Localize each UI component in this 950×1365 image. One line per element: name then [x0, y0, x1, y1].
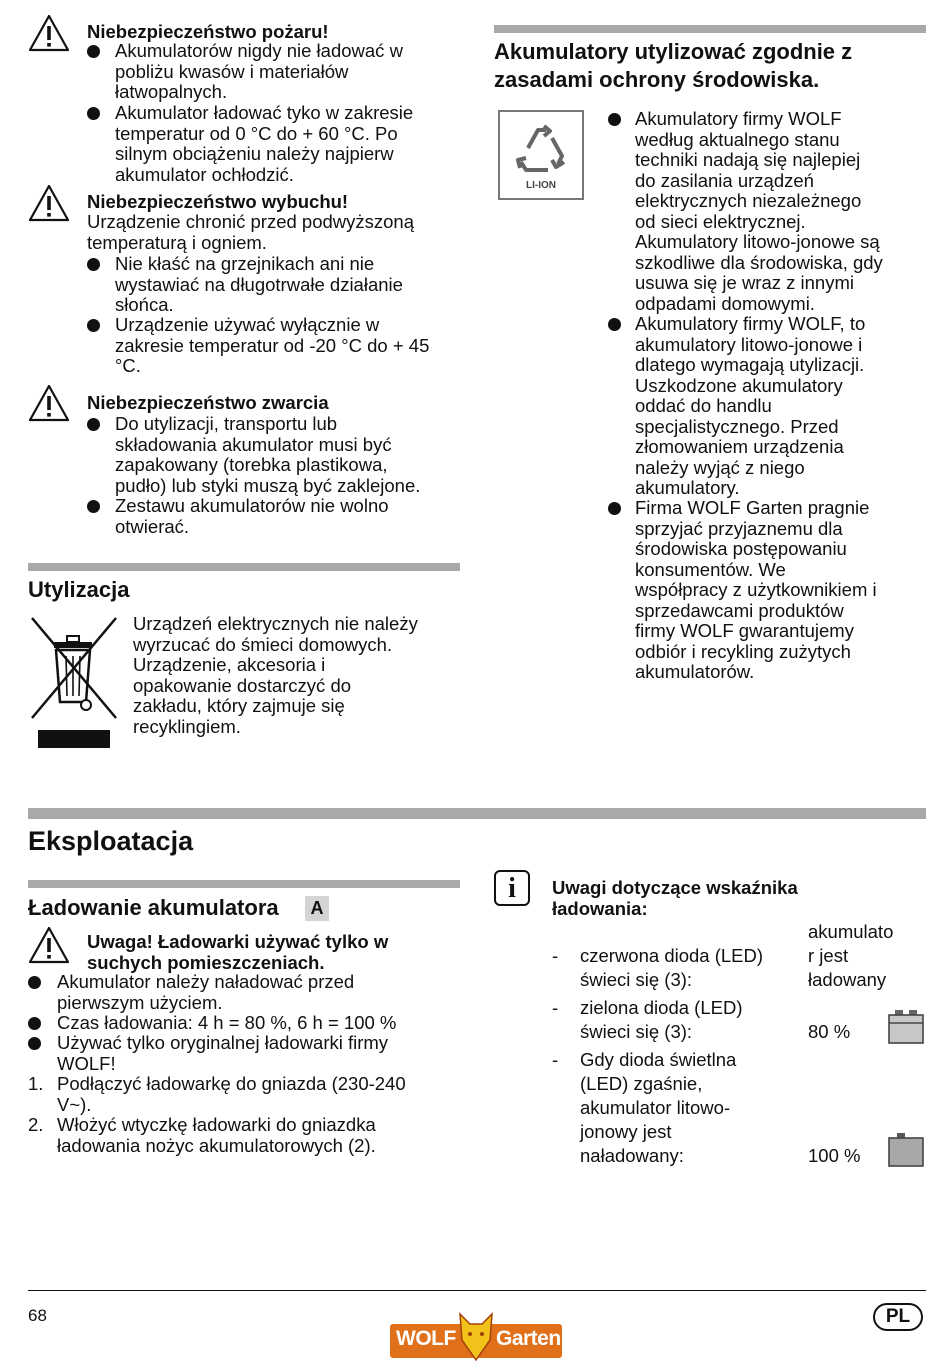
env-item-2: Akumulatory firmy WOLF, to akumulatory litowo-jonowe i dlatego wymagają utylizacji. Uszkodzone akumulatory oddać do handlu specjalistycznego. Przed złomowaniem urządzenia należy wyjąć z niego akumulatory.: [635, 313, 866, 498]
environment-heading: Akumulatory utylizować zgodnie z zasadami ochrony środowiska.: [494, 39, 853, 92]
bullet: [28, 1037, 41, 1050]
bullet: [87, 107, 100, 120]
warning-icon: [28, 926, 70, 964]
fire-item-2: Akumulator ładować tyko w zakresie temperatur od 0 °C do + 60 °C. Po silnym obciążeniu należy najpierw akumulator ochłodzić.: [115, 102, 414, 185]
charging-warning: Uwaga! Ładowarki używać tylko w suchych pomieszczeniach.: [87, 931, 389, 973]
bullet: [87, 500, 100, 513]
wolf-garten-logo: [390, 1310, 562, 1362]
bullet: [87, 418, 100, 431]
recycling-box: [498, 110, 584, 200]
indicator-row-2-value: 80 %: [808, 1021, 851, 1042]
warning-icon: [28, 184, 70, 222]
fire-item-1: Akumulatorów nigdy nie ładować w pobliżu kwasów i materiałów łatwopalnych.: [115, 40, 403, 102]
explosion-item-2: Urządzenie używać wyłącznie w zakresie temperatur od -20 °C do + 45 °C.: [115, 314, 430, 376]
wolf-head-icon: [458, 1310, 494, 1362]
indicator-row-3-text: Gdy dioda świetlna (LED) zgaśnie, akumulator litowo- jonowy jest naładowany:: [580, 1049, 737, 1166]
env-item-3: Firma WOLF Garten pragnie sprzyjać przyjaznemu dla środowiska postępowaniu konsumentów. We współpracy z użytkownikiem i sprzedawcami produktów firmy WOLF gwarantujemy odbiór i recykling zużytych akumulatorów.: [635, 497, 877, 682]
charging-bullet-3: Używać tylko oryginalnej ładowarki firmy WOLF!: [57, 1032, 389, 1074]
disposal-text: Urządzeń elektrycznych nie należy wyrzucać do śmieci domowych. Urządzenie, akcesoria i opakowanie dostarczyć do zakładu, który zajmuje się recyklingiem.: [133, 613, 418, 737]
language-badge: PL: [873, 1303, 923, 1331]
battery-partial-icon: [887, 1008, 925, 1046]
page-number: 68: [28, 1306, 47, 1325]
bullet: [87, 319, 100, 332]
section-divider: [494, 25, 926, 33]
dash: -: [552, 997, 559, 1018]
charging-heading: Ładowanie akumulatora: [28, 895, 279, 920]
operation-heading: Eksploatacja: [28, 826, 194, 856]
short-item-2: Zestawu akumulatorów nie wolno otwierać.: [115, 495, 389, 537]
info-icon: i: [494, 870, 530, 906]
step-1: Podłączyć ładowarkę do gniazda (230-240 V~).: [57, 1073, 406, 1115]
warning-icon: [28, 384, 70, 422]
li-ion-label: LI-ION: [526, 180, 556, 191]
brand-garten: Garten: [496, 1327, 561, 1350]
bullet: [608, 318, 621, 331]
indicator-row-2-text: zielona dioda (LED) świeci się (3):: [580, 997, 743, 1042]
env-item-1: Akumulatory firmy WOLF według aktualnego stanu techniki nadają się najlepiej do zasilania urządzeń elektrycznych niezależnego od sieci elektrycznej. Akumulatory litowo-jonowe są szkodliwe dla środowiska, gdy usuwa się je wraz z innymi odpadami domowymi.: [635, 108, 883, 314]
brand-wolf: WOLF: [396, 1327, 456, 1350]
recycle-icon: [508, 118, 574, 178]
section-divider: [28, 563, 460, 571]
bullet: [28, 976, 41, 989]
step-2: Włożyć wtyczkę ładowarki do gniazdka ładowania nożyc akumulatorowych (2).: [57, 1114, 376, 1156]
battery-full-icon: [887, 1131, 925, 1169]
fire-hazard-title: Niebezpieczeństwo pożaru!: [87, 21, 329, 42]
warning-icon: [28, 14, 70, 52]
step-number: 2.: [28, 1114, 44, 1135]
explosion-item-1: Nie kłaść na grzejnikach ani nie wystawiać na długotrwałe działanie słońca.: [115, 253, 403, 315]
major-section-divider: [28, 808, 926, 819]
short-circuit-title: Niebezpieczeństwo zwarcia: [87, 392, 329, 413]
bullet: [87, 45, 100, 58]
explosion-hazard-title: Niebezpieczeństwo wybuchu!: [87, 191, 349, 212]
charging-bullet-2: Czas ładowania: 4 h = 80 %, 6 h = 100 %: [57, 1012, 397, 1033]
charging-bullet-1: Akumulator należy naładować przed pierwszym użyciem.: [57, 971, 355, 1013]
short-item-1: Do utylizacji, transportu lub składowania akumulator musi być zapakowany (torebka plastikowa, pudło) lub styki muszą być zaklejone.: [115, 413, 421, 496]
bullet: [608, 502, 621, 515]
indicator-row-3-value: 100 %: [808, 1145, 861, 1166]
dash: -: [552, 1049, 559, 1070]
figure-badge: A: [305, 896, 329, 921]
bullet: [28, 1017, 41, 1030]
section-divider: [28, 880, 460, 888]
disposal-heading: Utylizacja: [28, 577, 130, 602]
bullet: [608, 113, 621, 126]
explosion-intro: Urządzenie chronić przed podwyższoną temperaturą i ogniem.: [87, 211, 415, 253]
indicator-row-1-value: akumulato r jest ładowany: [808, 921, 894, 990]
indicator-row-1-text: czerwona dioda (LED) świeci się (3):: [580, 945, 764, 990]
indicator-heading: Uwagi dotyczące wskaźnika ładowania:: [552, 877, 798, 919]
bullet: [87, 258, 100, 271]
crossed-bin-icon: [30, 614, 120, 752]
footer-rule: [28, 1290, 926, 1291]
step-number: 1.: [28, 1073, 44, 1094]
dash: -: [552, 945, 559, 966]
